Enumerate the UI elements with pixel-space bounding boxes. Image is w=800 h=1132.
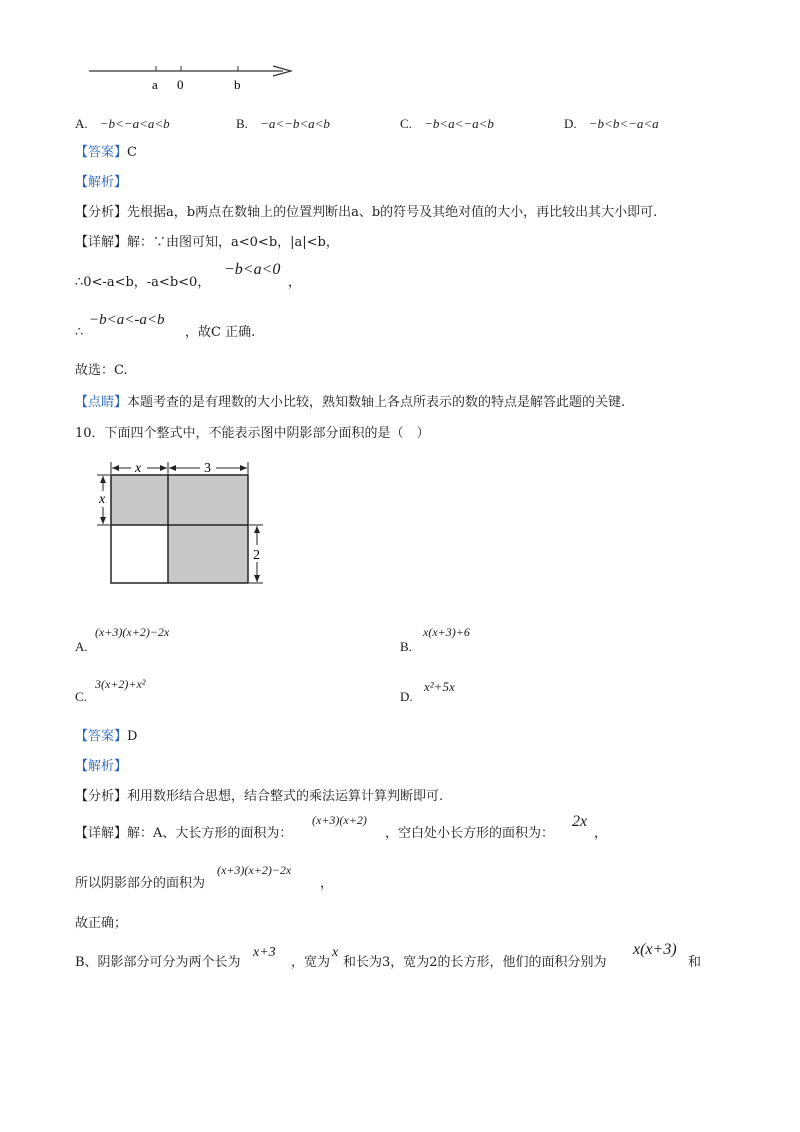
q10-xj-shadow-formula: (x+3)(x+2)−2x <box>217 863 292 877</box>
q10-option-b-expr: x(x+3)+6 <box>423 625 470 639</box>
q9-step-3-post: ，故C 正确. <box>185 325 256 340</box>
q9-step-3-pre: ∴ <box>75 325 84 340</box>
q10-xj-a-formula2: 2x <box>572 813 588 830</box>
q9-xiangjie: 【详解】解：∵由图可知，a<0<b，|a|<b， <box>75 235 339 250</box>
q9-dianjing: 【点睛】本题考查的是有理数的大小比较，熟知数轴上各点所表示的数的特点是解答此题的关键. <box>75 395 626 410</box>
q9-option-a: A. −b<−a<a<b <box>75 116 170 131</box>
q10-analysis-heading: 【解析】 <box>75 759 128 774</box>
q9-choose: 故选：C. <box>75 363 128 378</box>
q9-step-2: ∴0<-a<b，-a<b<0， <box>75 275 211 290</box>
q9-option-b: B. −a<−b<a<b <box>236 116 330 131</box>
q10-correct: 故正确； <box>75 916 128 931</box>
q9-step-3-formula: −b<a<-a<b <box>89 312 165 328</box>
q9-option-c: C. −b<a<−a<b <box>400 116 494 131</box>
q10-option-d-letter: D. <box>400 689 413 704</box>
dim-top-3: 3 <box>204 461 211 476</box>
q10-option-d-expr: x²+5x <box>424 679 455 694</box>
q10-b-f2: x <box>332 945 339 960</box>
q10-xj-shadow: 所以阴影部分的面积为 <box>75 876 206 891</box>
point-b-label: b <box>234 77 241 92</box>
q10-rectangle-figure <box>95 458 275 588</box>
origin-label: 0 <box>177 77 184 92</box>
q10-b-mid2: 和长为3，宽为2的长方形，他们的面积分别为 <box>343 955 607 970</box>
q10-xj-a-end: ， <box>594 826 608 841</box>
q9-fenxi: 【分析】先根据a，b两点在数轴上的位置判断出a、b的符号及其绝对值的大小，再比较出其大小即可. <box>75 205 658 220</box>
q10-xj-a-mid: ，空白处小长方形的面积为： <box>385 826 555 841</box>
q10-option-c-letter: C. <box>75 689 87 704</box>
q10-option-a-letter: A. <box>75 639 88 654</box>
q10-option-a-expr: (x+3)(x+2)−2x <box>95 625 170 639</box>
shaded-top-right <box>168 475 248 525</box>
q10-option-b-letter: B. <box>400 639 412 654</box>
q9-answer: 【答案】C <box>75 145 137 160</box>
q10-fenxi: 【分析】利用数形结合思想，结合整式的乘法运算计算判断即可. <box>75 789 444 804</box>
q10-b-pre: B、阴影部分可分为两个长为 <box>75 955 241 970</box>
q10-b-f1: x+3 <box>253 945 276 960</box>
q10-b-mid1: ，宽为 <box>291 955 331 970</box>
dim-right-2: 2 <box>253 548 260 563</box>
dim-top-x: x <box>135 461 142 476</box>
dim-left-x: x <box>99 492 106 507</box>
q9-step-2-formula: −b<a<0 <box>224 261 281 278</box>
q10-answer: 【答案】D <box>75 729 138 744</box>
q9-analysis-heading: 【解析】 <box>75 175 128 190</box>
q10-xj-shadow-end: ， <box>320 876 334 891</box>
q10-xj-a-formula: (x+3)(x+2) <box>312 813 367 827</box>
blank-bottom-left <box>111 525 168 583</box>
point-a-label: a <box>152 77 158 92</box>
q10-option-c-expr: 3(x+2)+x² <box>95 677 146 691</box>
shaded-bottom-right <box>168 525 248 583</box>
number-line-figure <box>85 62 300 94</box>
q9-step-2-end: ， <box>288 275 302 290</box>
q9-option-d: D. −b<b<−a<a <box>564 116 659 131</box>
shaded-top-left <box>111 475 168 525</box>
q10-stem: 10．下面四个整式中，不能表示图中阴影部分面积的是（ ） <box>75 426 430 441</box>
q10-xiangjie-a: 【详解】解：A、大长方形的面积为： <box>75 826 293 841</box>
q10-b-end: 和 <box>688 955 702 970</box>
q10-b-f3: x(x+3) <box>633 941 677 958</box>
